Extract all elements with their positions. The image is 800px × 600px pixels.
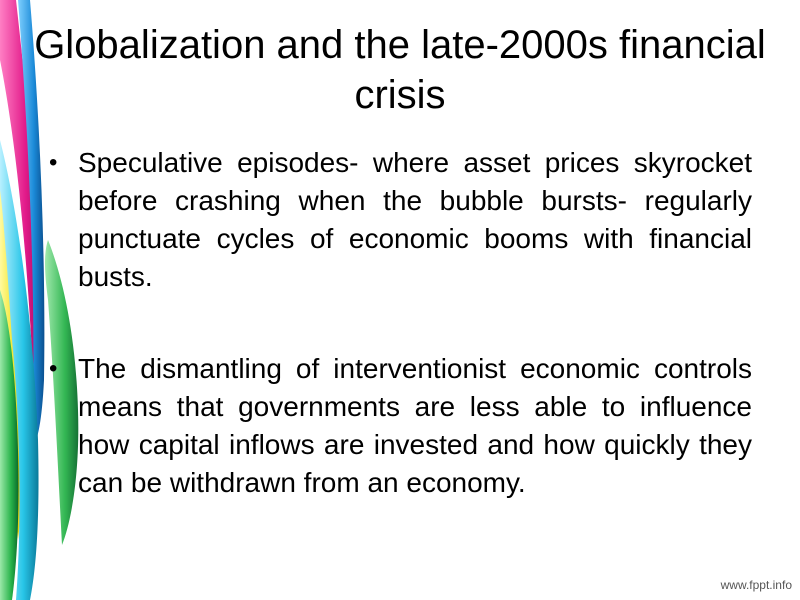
footer-watermark: www.fppt.info bbox=[720, 578, 792, 592]
bullet-icon: • bbox=[49, 355, 58, 382]
bullet-text: The dismantling of interventionist economic controls means that governments are less able to influence how capital inflows are invested and how quickly they can be withdrawn from an economy. bbox=[78, 353, 752, 498]
bullet-text: Speculative episodes- where asset prices skyrocket before crashing when the bubble bursts- regularly punctuate cycles of economic booms with financial busts. bbox=[78, 147, 752, 292]
dark-green-ribbon bbox=[45, 240, 78, 545]
bullet-item bbox=[49, 144, 752, 296]
slide-title: Globalization and the late-2000s financial crisis bbox=[34, 23, 766, 117]
bullet-icon: • bbox=[49, 149, 58, 176]
bullet-list bbox=[49, 144, 752, 502]
bullet-item bbox=[49, 350, 752, 502]
